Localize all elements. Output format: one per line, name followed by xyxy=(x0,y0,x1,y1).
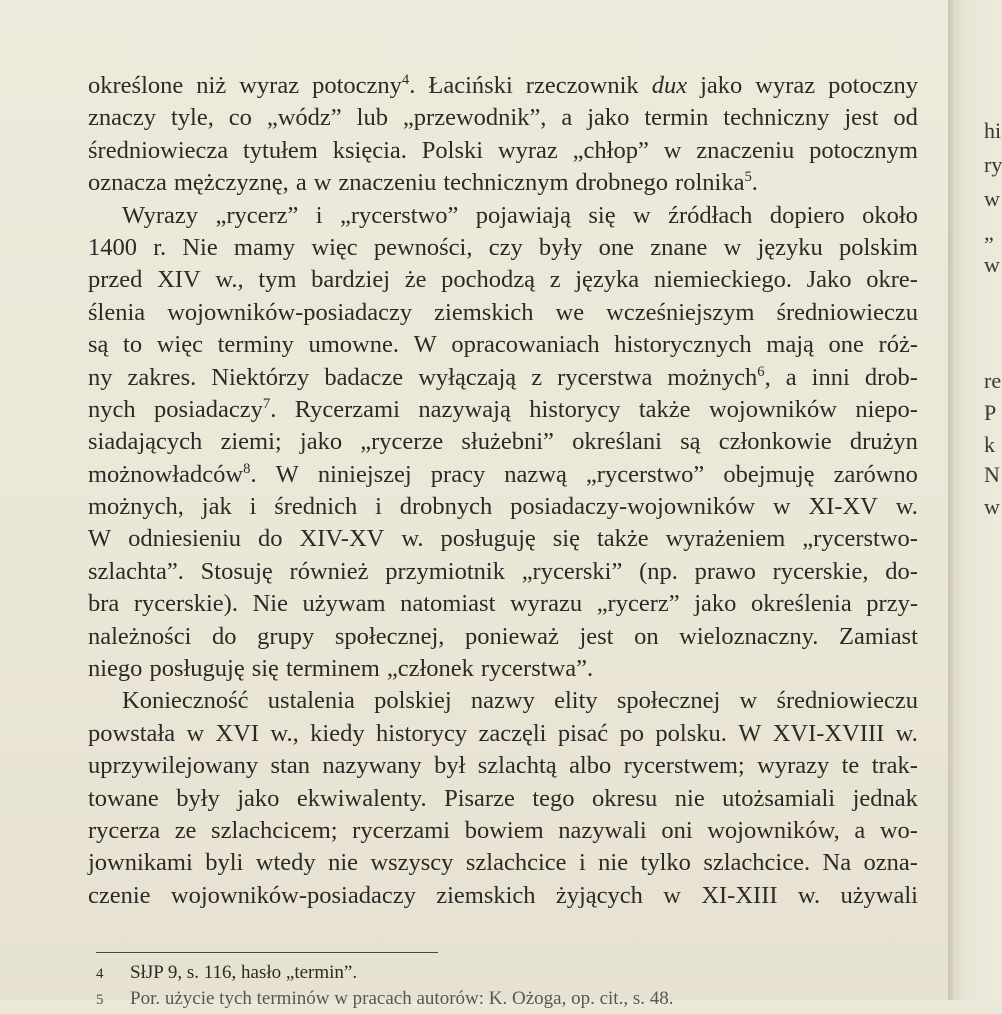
adjacent-page-fragment: hi xyxy=(984,118,1002,143)
adjacent-page-fragment: „ xyxy=(984,220,994,245)
adjacent-page-fragment: P xyxy=(984,400,997,425)
page-gutter xyxy=(948,0,954,1000)
text-line: bra rycerskie). Nie używam natomiast wyrazu „rycerz” jako określenia przy- xyxy=(88,590,918,618)
text-line: W odniesieniu do XIV-XV w. posługuję się także wyrażeniem „rycerstwo- xyxy=(88,525,918,553)
footnote-divider xyxy=(96,952,438,953)
footnote-number: 5 xyxy=(96,992,104,1008)
text-line: przed XIV w., tym bardziej że pochodzą z języka niemieckiego. Jako okre- xyxy=(88,266,918,294)
footnote xyxy=(96,988,936,1014)
footnote xyxy=(96,962,936,988)
adjacent-page-fragment: N xyxy=(984,462,1000,487)
text-line: możnych, jak i średnich i drobnych posiadaczy-wojowników w XI-XV w. xyxy=(88,493,918,521)
footnote-text: SłJP 9, s. 116, hasło „termin”. xyxy=(130,962,358,983)
adjacent-page-fragment: re xyxy=(984,368,1002,393)
text-line: powstała w XVI w., kiedy historycy zaczęli pisać po polsku. W XVI-XVIII w. xyxy=(88,719,918,747)
text-line: szlachta”. Stosuję również przymiotnik „rycerski” (np. prawo rycerskie, do- xyxy=(88,557,918,585)
adjacent-page-fragment: w xyxy=(984,494,1000,519)
body-text xyxy=(88,72,918,914)
adjacent-page-fragment: k xyxy=(984,432,995,457)
text-line: niego posługuję się terminem „członek rycerstwa”. xyxy=(88,655,594,683)
text-line: znaczy tyle, co „wódz” lub „przewodnik”, a jako termin techniczny jest od xyxy=(88,104,918,132)
text-line: należności do grupy społecznej, ponieważ jest on wieloznaczny. Zamiast xyxy=(88,622,918,650)
footnote-number: 4 xyxy=(96,966,104,982)
text-line: jownikami byli wtedy nie wszyscy szlachcice i nie tylko szlachcice. Na ozna- xyxy=(88,849,918,877)
text-line: towane były jako ekwiwalenty. Pisarze tego okresu nie utożsamiali jednak xyxy=(88,784,918,812)
text-line: średniowiecza tytułem księcia. Polski wyraz „chłop” w znaczeniu potocznym xyxy=(88,136,918,164)
text-line: czenie wojowników-posiadaczy ziemskich żyjących w XI-XIII w. używali xyxy=(88,881,918,909)
text-line: możnowładców$^8$. W niniejszej pracy nazwą „rycerstwo” obejmuję zarówno xyxy=(88,460,918,488)
text-line: uprzywilejowany stan nazywany był szlachtą albo rycerstwem; wyrazy te trak- xyxy=(88,752,918,780)
text-line: rycerza ze szlachcicem; rycerzami bowiem nazywali oni wojowników, a wo- xyxy=(88,816,918,844)
adjacent-page-fragment: w xyxy=(984,252,1000,277)
text-line: Wyrazy „rycerz” i „rycerstwo” pojawiają się w źródłach dopiero około xyxy=(122,201,918,229)
text-line: ny zakres. Niektórzy badacze wyłączają z rycerstwa możnych$^6$, a inni drob- xyxy=(88,363,918,391)
text-line: Konieczność ustalenia polskiej nazwy elity społecznej w średniowieczu xyxy=(122,687,918,715)
text-line: siadających ziemi; jako „rycerze służebni” określani są członkowie drużyn xyxy=(88,428,918,456)
text-line: oznacza mężczyznę, a w znaczeniu technicznym drobnego rolnika$^5$. xyxy=(88,169,758,197)
footnote-text: Por. użycie tych terminów w pracach autorów: K. Ożoga, op. cit., s. 48. xyxy=(130,988,674,1009)
text-line: są to więc terminy umowne. W opracowaniach historycznych mają one róż- xyxy=(88,331,918,359)
text-line: 1400 r. Nie mamy więc pewności, czy były one znane w języku polskim xyxy=(88,233,918,261)
adjacent-page-fragment: ry xyxy=(984,152,1002,177)
text-line: ślenia wojowników-posiadaczy ziemskich we wcześniejszym średniowieczu xyxy=(88,298,918,326)
adjacent-page-edge xyxy=(948,0,1000,1000)
adjacent-page-fragment: w xyxy=(984,186,1000,211)
footnotes xyxy=(96,962,936,1014)
text-line: określone niż wyraz potoczny$^4$. Łaciński rzeczownik dux jako wyraz potoczny xyxy=(88,72,918,99)
text-line: nych posiadaczy$^7$. Rycerzami nazywają historycy także wojowników niepo- xyxy=(88,395,918,423)
